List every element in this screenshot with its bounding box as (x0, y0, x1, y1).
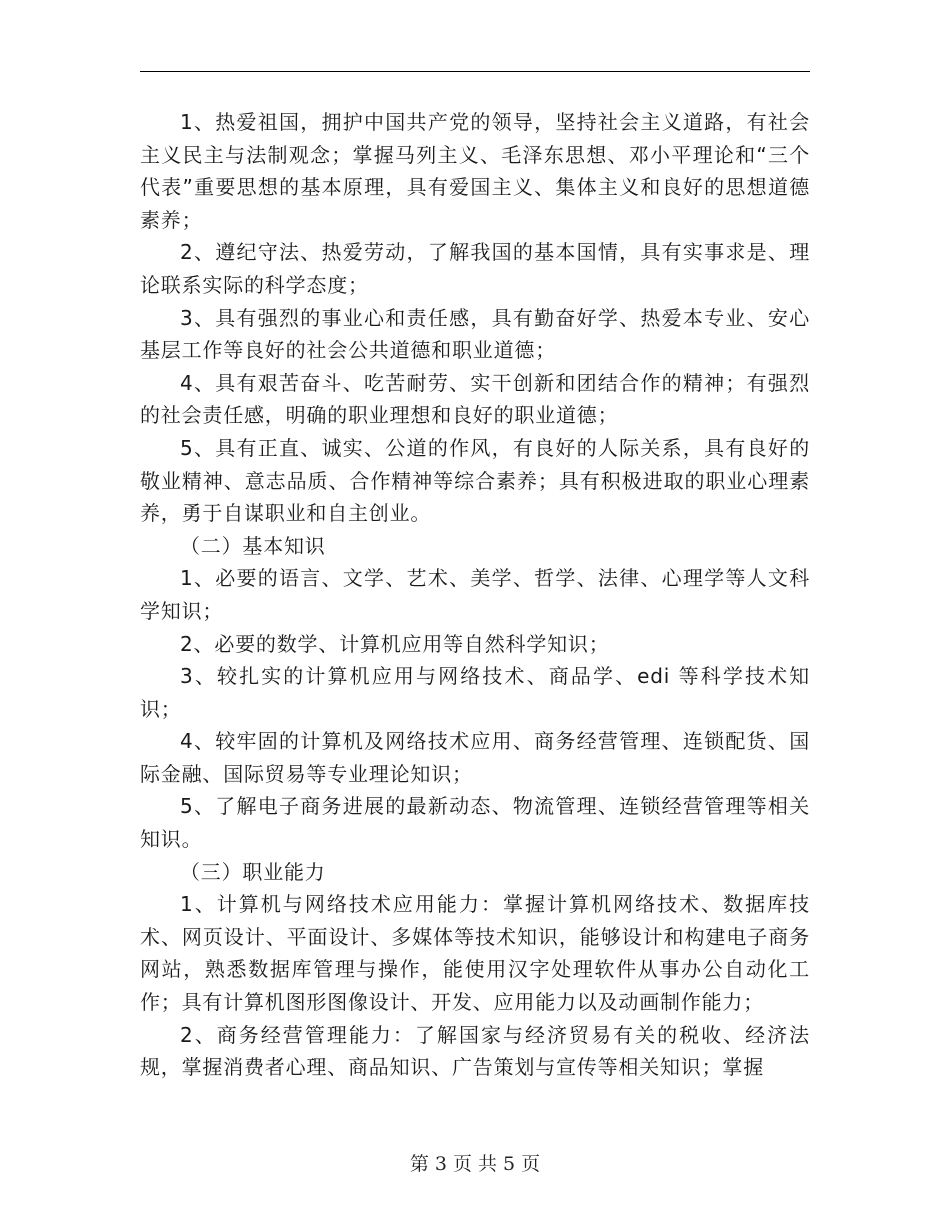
ethics-item-1: 1、热爱祖国，拥护中国共产党的领导，坚持社会主义道路，有社会主义民主与法制观念；掌握马列主义、毛泽东思想、邓小平理论和“三个代表”重要思想的基本原理，具有爱国主义、集体主义和良好的思想道德素养； (140, 110, 810, 232)
ethics-item-2: 2、遵纪守法、热爱劳动，了解我国的基本国情，具有实事求是、理论联系实际的科学态度； (140, 240, 810, 297)
knowledge-item-3: 3、较扎实的计算机应用与网络技术、商品学、edi 等科学技术知识； (140, 664, 810, 721)
page-number-footer: 第 3 页 共 5 页 (409, 1153, 541, 1175)
section-heading-basic-knowledge: （二）基本知识 (180, 533, 326, 558)
ability-item-1: 1、计算机与网络技术应用能力：掌握计算机网络技术、数据库技术、网页设计、平面设计、多媒体等技术知识，能够设计和构建电子商务网站，熟悉数据库管理与操作，能使用汉字处理软件从事办公自动化工作；具有计算机图形图像设计、开发、应用能力以及动画制作能力； (140, 892, 810, 1015)
ethics-item-3: 3、具有强烈的事业心和责任感，具有勤奋好学、热爱本专业、安心基层工作等良好的社会公共道德和职业道德； (140, 305, 810, 363)
knowledge-item-4: 4、较牢固的计算机及网络技术应用、商务经营管理、连锁配货、国际金融、国际贸易等专业理论知识； (140, 729, 810, 786)
ethics-item-4: 4、具有艰苦奋斗、吃苦耐劳、实干创新和团结合作的精神；有强烈的社会责任感，明确的职业理想和良好的职业道德； (140, 370, 810, 428)
knowledge-item-5: 5、了解电子商务进展的最新动态、物流管理、连锁经营管理等相关知识。 (140, 794, 810, 852)
section-heading-professional-ability: （三）职业能力 (180, 859, 326, 884)
ability-item-2: 2、商务经营管理能力：了解国家与经济贸易有关的税收、经济法规，掌握消费者心理、商品知识、广告策划与宣传等相关知识；掌握 (140, 1022, 810, 1080)
ethics-item-5: 5、具有正直、诚实、公道的作风，有良好的人际关系，具有良好的敬业精神、意志品质、合作精神等综合素养；具有积极进取的职业心理素养，勇于自谋职业和自主创业。 (140, 435, 810, 526)
knowledge-item-2: 2、必要的数学、计算机应用等自然科学知识； (180, 631, 610, 656)
knowledge-item-1: 1、必要的语言、文学、艺术、美学、哲学、法律、心理学等人文科学知识； (140, 566, 810, 623)
header-rule (140, 71, 810, 72)
document-body (140, 106, 810, 1084)
